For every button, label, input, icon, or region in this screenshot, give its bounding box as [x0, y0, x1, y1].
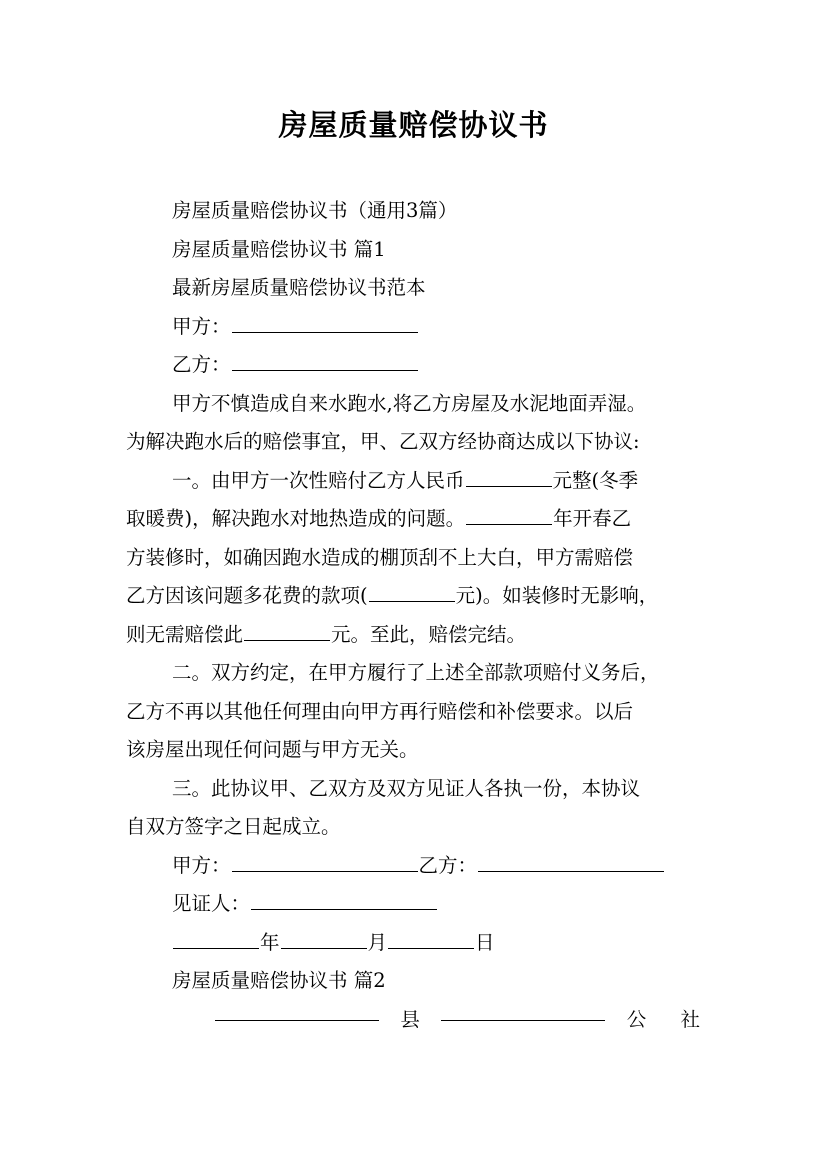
- day-label: 日: [475, 930, 495, 954]
- party-a-label: 甲方：: [172, 314, 231, 338]
- sign-b-label: 乙方：: [418, 853, 478, 877]
- document-body: [126, 192, 714, 1039]
- party-b-blank: [232, 369, 418, 371]
- clause-3-line-1: 三。此协议甲、乙双方及双方见证人各执一份，本协议: [172, 776, 641, 800]
- part2-heading: 房屋质量赔偿协议书 篇2: [172, 969, 386, 992]
- sign-b-blank: [478, 870, 664, 872]
- clause-1-line-3: 方装修时，如确因跑水造成的棚顶刮不上大白，甲方需赔偿: [126, 545, 634, 569]
- intro-line-1: 甲方不慎造成自来水跑水,将乙方房屋及水泥地面弄湿。: [172, 391, 647, 415]
- year-blank: [173, 947, 259, 949]
- date-line: [126, 924, 700, 963]
- sign-a-label: 甲方：: [172, 853, 231, 877]
- county-label: 县: [400, 1007, 420, 1031]
- year-label: 年: [260, 930, 280, 954]
- clause-2-line-1: 二。双方约定，在甲方履行了上述全部款项赔付义务后，: [172, 661, 660, 684]
- day-blank: [388, 947, 474, 949]
- party-a-blank: [232, 331, 418, 333]
- clause-1-line-5: [126, 616, 700, 655]
- year-blank-1: [466, 523, 552, 525]
- clause-1-text-a: 一。由甲方一次性赔付乙方人民币: [172, 468, 465, 492]
- witness-line: [126, 885, 700, 924]
- intro-line-2: 为解决跑水后的赔偿事宜，甲、乙双方经协商达成以下协议:: [126, 430, 640, 453]
- clause-1-text-e: 乙方因该问题多花费的款项(: [126, 584, 368, 607]
- county-blank: [215, 1019, 379, 1021]
- sign-a-blank: [232, 870, 418, 872]
- commune-blank: [441, 1019, 605, 1021]
- clause-1-text-b: 元整(冬季: [552, 468, 639, 492]
- witness-label: 见证人：: [172, 892, 251, 915]
- clause-3-line-2: 自双方签字之日起成立。: [126, 815, 341, 838]
- amount-blank-2: [369, 600, 455, 602]
- county-line: [126, 1001, 714, 1040]
- subtitle: 房屋质量赔偿协议书（通用3篇）: [172, 199, 458, 222]
- month-blank: [281, 947, 367, 949]
- signature-line: [126, 847, 700, 886]
- clause-2-line-2: 乙方不再以其他任何理由向甲方再行赔偿和补偿要求。以后: [126, 699, 634, 723]
- month-label: 月: [367, 930, 388, 954]
- template-heading: 最新房屋质量赔偿协议书范本: [172, 276, 426, 299]
- clause-1-line-2: [126, 500, 700, 539]
- clause-1-text-f: 元)。如装修时无影响，: [455, 584, 659, 607]
- party-a-line: [126, 308, 700, 347]
- clause-1-text-h: 元。至此，赔偿完结。: [331, 622, 527, 646]
- document-title: 房屋质量赔偿协议书: [278, 108, 549, 142]
- witness-blank: [251, 908, 437, 910]
- clause-1-text-g: 则无需赔偿此: [126, 622, 244, 646]
- party-b-label: 乙方：: [172, 353, 231, 376]
- part1-heading: 房屋质量赔偿协议书 篇1: [172, 237, 386, 261]
- clause-2-line-3: 该房屋出现任何问题与甲方无关。: [126, 738, 419, 761]
- amount-blank-3: [244, 639, 330, 641]
- commune-label: 公 社: [626, 1007, 714, 1031]
- clause-1-line-4: [126, 577, 700, 616]
- party-b-line: [126, 346, 700, 385]
- clause-1-text-d: 年开春乙: [553, 507, 632, 530]
- clause-1-text-c: 取暖费)，解决跑水对地热造成的问题。: [126, 507, 466, 530]
- amount-blank-1: [466, 485, 552, 487]
- clause-1-line-1: [126, 462, 700, 501]
